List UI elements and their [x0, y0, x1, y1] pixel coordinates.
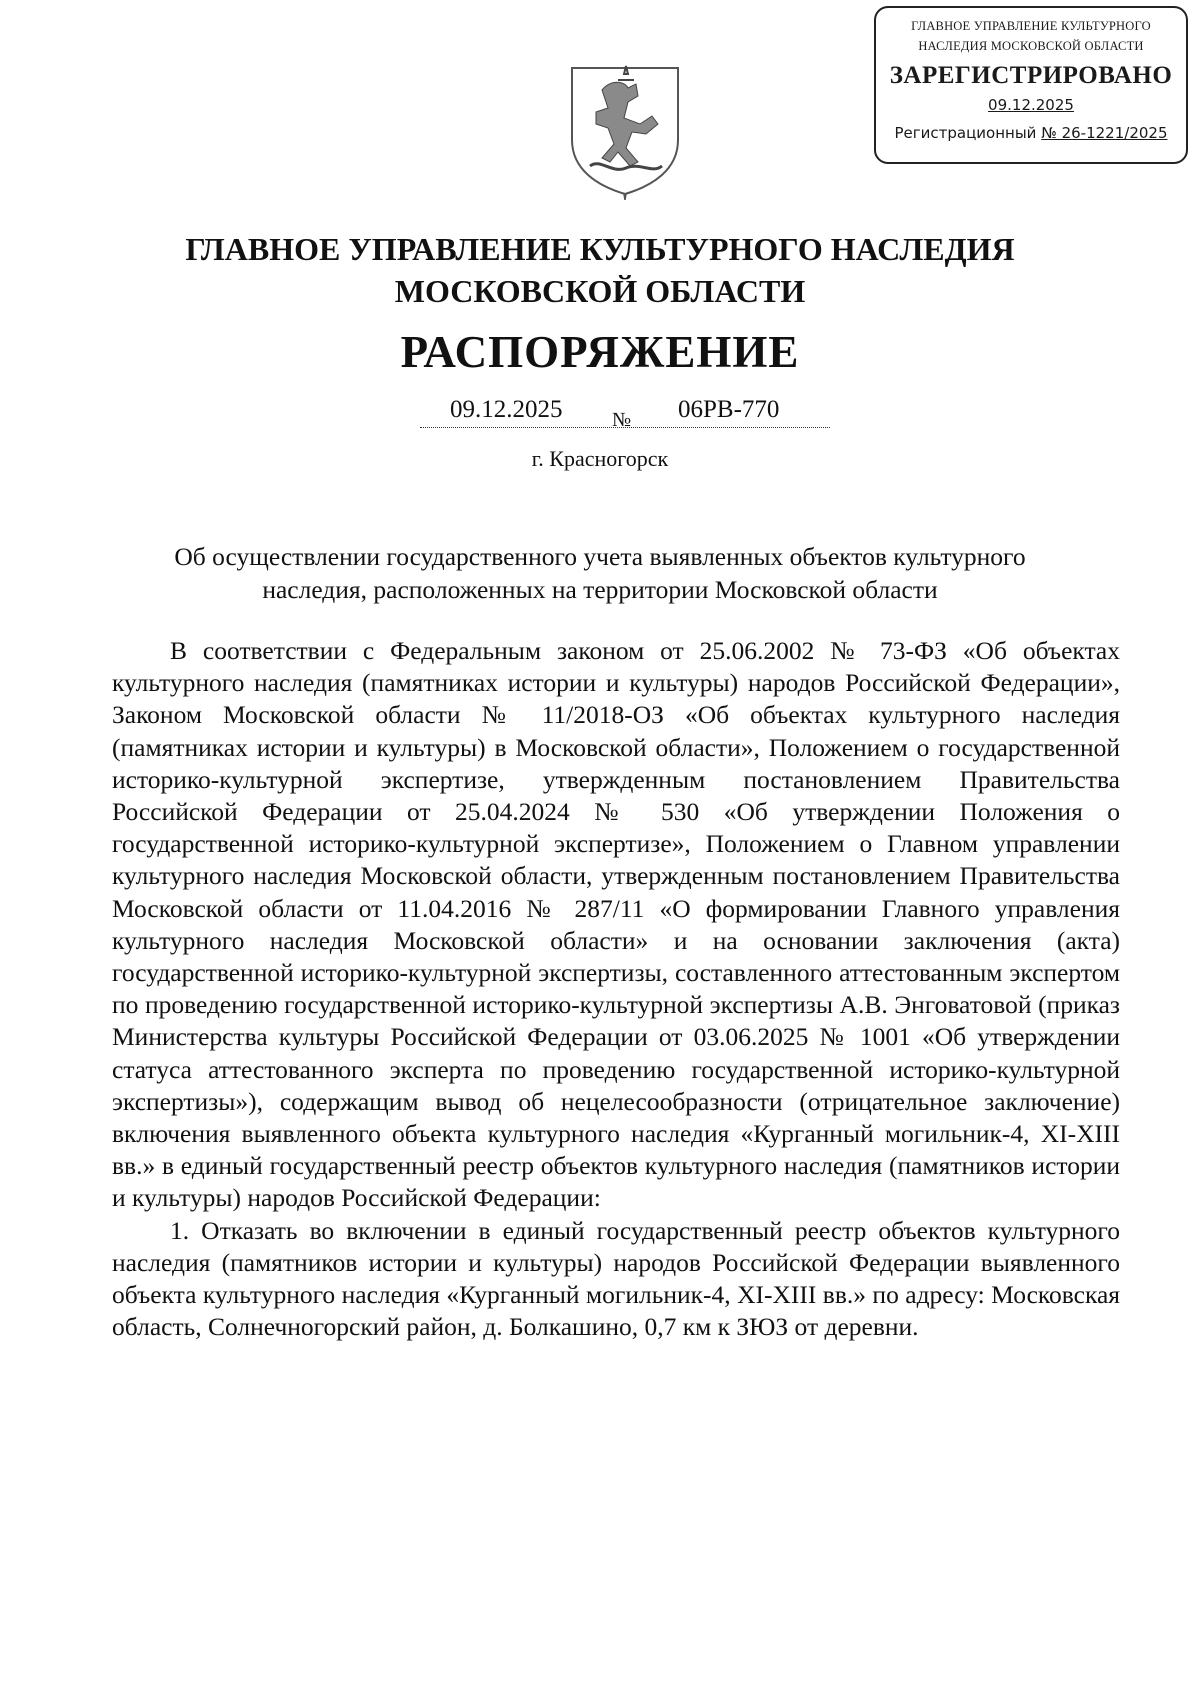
preamble-paragraph: В соответствии с Федеральным законом от 25.06.2002 № 73-ФЗ «Об объектах культурного наследия (памятниках истории и культуры) народов Российской Федерации», Законом Московской области № 11/2018-ОЗ «Об объектах культурного наследия (памятниках истории и культуры) в Московской области», Положением о государственной историко-культурной экспертизе, утвержденным постановлением Правительства Российской Федерации от 25.04.2024 № 530 «Об утверждении Положения о государственной историко-культурной экспертизе», Положением о Главном управлении культурного наследия Московской области, утвержденным постановлением Правительства Московской области от 11.04.2016 № 287/11 «О формировании Главного управления культурного наследия Московской области» и на основании заключения (акта) государственной историко-культурной экспертизы, составленного аттестованным экспертом по проведению государственной историко-культурной экспертизы А.В. Энговатовой (приказ Министерства культуры Российской Федерации от 03.06.2025 № 1001 «Об утверждении статуса аттестованного эксперта по проведению государственной историко-культурной экспертизы»), содержащим вывод об нецелесообразности (отрицательное заключение) включения выявленного объекта культурного наследия «Курганный могильник-4, XI-XIII вв.» в единый государственный реестр объектов культурного наследия (памятников истории и культуры) народов Российской Федерации:	[112, 636, 1120, 1213]
stamp-org-line1: ГЛАВНОЕ УПРАВЛЕНИЕ КУЛЬТУРНОГО	[911, 19, 1151, 33]
document-type: РАСПОРЯЖЕНИЕ	[400, 327, 800, 377]
org-title	[0, 228, 1200, 312]
stamp-reg-value: № 26-1221/2025	[1041, 124, 1168, 142]
stamp-org	[876, 16, 1186, 56]
registration-stamp	[874, 6, 1188, 164]
item-1-paragraph: 1. Отказать во включении в единый государственный реестр объектов культурного наследия (памятников истории и культуры) народов Российской Федерации выявленного объекта культурного наследия «Курганный могильник-4, XI-XIII вв.» по адресу: Московская область, Солнечногорский район, д. Болкашино, 0,7 км к ЗЮЗ от деревни.	[112, 1215, 1120, 1342]
org-title-line1: ГЛАВНОЕ УПРАВЛЕНИЕ КУЛЬТУРНОГО НАСЛЕДИЯ	[185, 231, 1015, 267]
date-number-line	[420, 392, 830, 432]
stamp-reg-label: Регистрационный	[894, 124, 1037, 142]
org-title-line2: МОСКОВСКОЙ ОБЛАСТИ	[394, 273, 806, 309]
city: г. Красногорск	[531, 446, 669, 471]
number-sign: №	[612, 409, 632, 431]
stamp-org-line2: НАСЛЕДИЯ МОСКОВСКОЙ ОБЛАСТИ	[918, 39, 1144, 53]
coat-of-arms-emblem	[566, 62, 684, 200]
document-body	[112, 635, 1120, 1343]
document-number: 06РВ-770	[678, 396, 780, 423]
document-subject: Об осуществлении государственного учета выявленных объектов культурного наследия, расположенных на территории Московской области	[174, 542, 1026, 604]
stamp-status: ЗАРЕГИСТРИРОВАНО	[889, 62, 1173, 89]
stamp-date: 09.12.2025	[988, 96, 1074, 114]
document-date: 09.12.2025	[450, 396, 563, 423]
stamp-reg-number	[876, 124, 1186, 142]
